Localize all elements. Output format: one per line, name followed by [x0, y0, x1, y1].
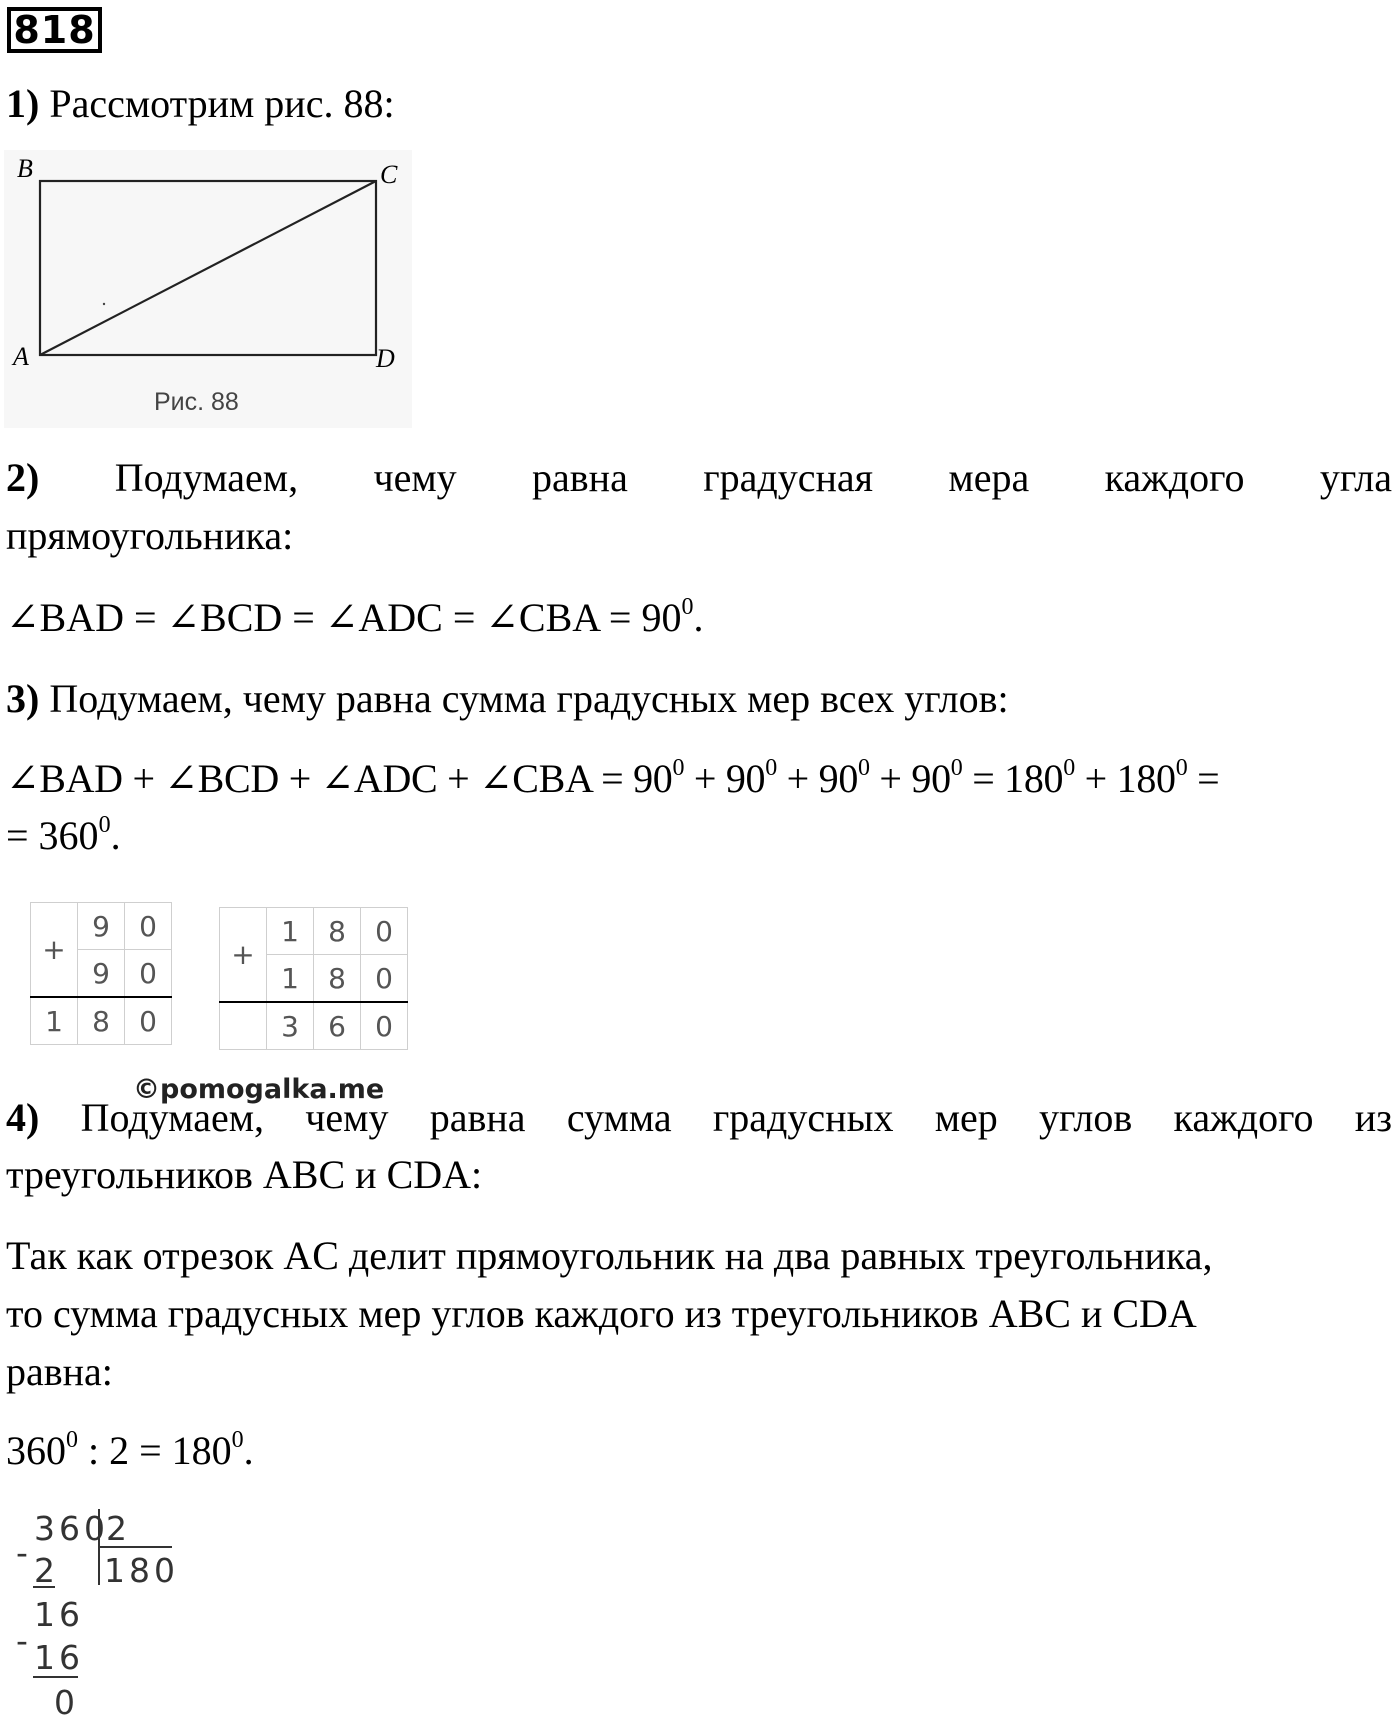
formula-end: . — [693, 595, 704, 640]
step4-word: каждого — [1173, 1095, 1314, 1140]
step1-line — [6, 80, 1392, 128]
step3-formula-line1 — [6, 755, 1392, 803]
degree-sup: 0 — [98, 812, 111, 838]
step4-word: градусных — [712, 1095, 894, 1140]
step4-word: чему — [305, 1095, 389, 1140]
step4-word: сумма — [566, 1095, 672, 1140]
step4-word: мер — [934, 1095, 998, 1140]
formula-part: = 360 — [6, 813, 99, 858]
minus-sign: - — [16, 1533, 32, 1572]
formula-part: ∠BAD + ∠BCD + ∠ADC + ∠CBA = 90 — [6, 756, 673, 801]
divisor: 2 — [106, 1509, 131, 1548]
paragraph-line2: то сумма градусных мер углов каждого из треугольников ABC и CDA — [6, 1291, 1197, 1336]
digit-cell: 0 — [361, 908, 408, 955]
subtrahend-2: 16 — [34, 1638, 84, 1677]
step4-number: 4) — [6, 1095, 40, 1140]
step2-formula — [6, 594, 1392, 642]
degree-sup: 0 — [231, 1427, 244, 1453]
paragraph-line1: Так как отрезок AC делит прямоугольник на два равных треугольника, — [6, 1233, 1213, 1278]
digit-cell: 6 — [314, 1002, 361, 1050]
digit-cell: 9 — [78, 903, 125, 950]
degree-sup: 0 — [66, 1427, 78, 1453]
step2-word: равна — [532, 455, 628, 500]
formula-part: + 90 — [776, 756, 859, 801]
digit-cell: 3 — [267, 1002, 314, 1050]
watermark: ©pomogalka.me — [133, 1074, 385, 1105]
step2-number: 2) — [6, 455, 40, 500]
step2-word: каждого — [1104, 455, 1245, 500]
minus-sign: - — [16, 1621, 32, 1660]
formula-part: = 180 — [962, 756, 1064, 801]
rectangle-diagram — [4, 150, 412, 428]
subtrahend-1: 2 — [34, 1551, 59, 1590]
digit-cell: 0 — [125, 950, 172, 998]
degree-sup: 0 — [681, 594, 694, 620]
step4-word: из — [1354, 1095, 1393, 1140]
vertex-a-label: A — [13, 342, 29, 371]
formula-end: . — [243, 1428, 254, 1473]
formula-part: + 180 — [1074, 756, 1176, 801]
result-line — [6, 1427, 1392, 1475]
step1-text: Рассмотрим рис. 88: — [39, 81, 395, 126]
addition-180-180 — [219, 907, 408, 1050]
step4-word: Подумаем, — [80, 1095, 265, 1140]
plus-sign: + — [31, 903, 78, 998]
paragraph-line3: равна: — [6, 1349, 113, 1394]
digit-cell: 8 — [78, 997, 125, 1045]
formula-text: ∠BAD = ∠BCD = ∠ADC = ∠CBA = 90 — [6, 595, 682, 640]
step2-word: градусная — [703, 455, 874, 500]
degree-sup: 0 — [950, 755, 963, 781]
degree-sup: 0 — [765, 755, 777, 781]
step2-line2: прямоугольника: — [6, 513, 294, 558]
degree-sup: 0 — [1063, 755, 1075, 781]
long-division — [0, 1505, 200, 1725]
digit-cell: 8 — [314, 955, 361, 1003]
digit-cell: 0 — [125, 903, 172, 950]
addition-90-90 — [30, 902, 172, 1045]
digit-cell: 8 — [314, 908, 361, 955]
digit-cell: 0 — [125, 997, 172, 1045]
digit-cell — [220, 1002, 267, 1050]
formula-end: . — [110, 813, 121, 858]
degree-sup: 0 — [1175, 755, 1188, 781]
step4-word: углов — [1039, 1095, 1133, 1140]
digit-cell: 0 — [361, 955, 408, 1003]
digit-cell: 1 — [31, 997, 78, 1045]
step2-word: Подумаем, — [114, 455, 299, 500]
formula-part: = — [1187, 756, 1220, 801]
digit-cell: 1 — [267, 908, 314, 955]
step2-word: чему — [373, 455, 457, 500]
step1-number: 1) — [6, 81, 40, 126]
step3-number: 3) — [6, 676, 40, 721]
step3-line — [6, 675, 1392, 723]
degree-sup: 0 — [858, 755, 870, 781]
digit-cell: 1 — [267, 955, 314, 1003]
step4-line2: треугольников ABC и CDA: — [6, 1152, 483, 1197]
degree-sup: 0 — [672, 755, 685, 781]
formula-part: + 90 — [869, 756, 951, 801]
remainder-2: 0 — [54, 1683, 79, 1722]
digit-cell: 9 — [78, 950, 125, 998]
step3-text: Подумаем, чему равна сумма градусных мер всех углов: — [39, 676, 1009, 721]
figure-88 — [4, 150, 412, 428]
vertex-d-label: D — [376, 344, 395, 373]
vertex-c-label: C — [380, 160, 398, 189]
result-operation: : 2 = 180 — [78, 1428, 232, 1473]
digit-cell: 0 — [361, 1002, 408, 1050]
quotient: 180 — [104, 1551, 179, 1590]
step2-word: мера — [948, 455, 1030, 500]
step3-formula-line2 — [6, 812, 1392, 860]
result-dividend: 360 — [6, 1428, 66, 1473]
figure-caption: Рис. 88 — [154, 388, 239, 416]
step2-line1 — [6, 454, 1392, 502]
plus-sign: + — [220, 908, 267, 1003]
task-number: 818 — [7, 7, 102, 53]
remainder-1: 16 — [34, 1595, 84, 1634]
step2-word: угла — [1319, 455, 1392, 500]
formula-part: + 90 — [684, 756, 766, 801]
vertex-b-label: B — [17, 154, 33, 183]
dividend: 360 — [34, 1509, 109, 1548]
step4-word: равна — [429, 1095, 526, 1140]
